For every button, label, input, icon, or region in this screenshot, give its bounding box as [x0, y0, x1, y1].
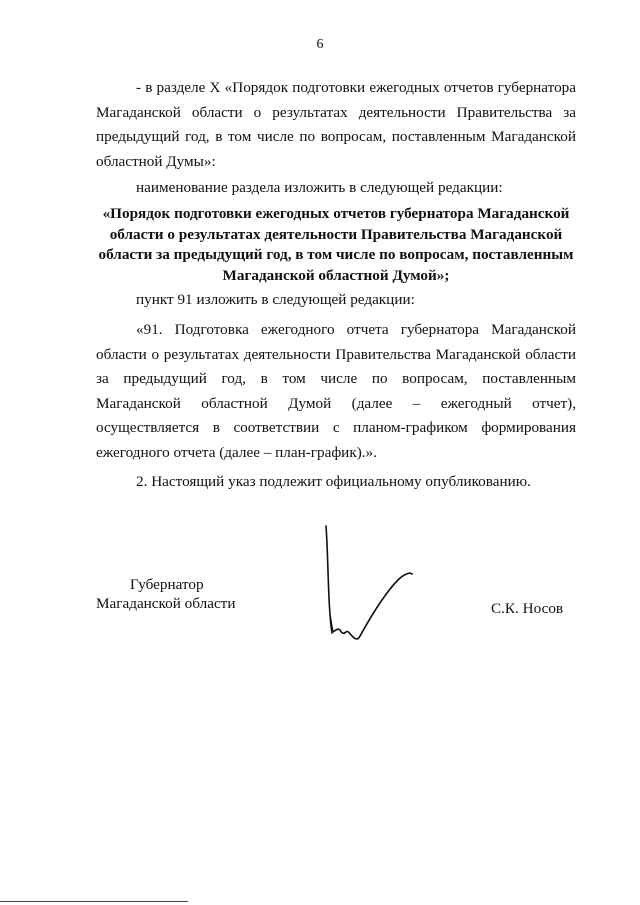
handwritten-signature [318, 522, 428, 652]
section-title-line: области за предыдущий год, в том числе по вопросам, поставленным [98, 246, 574, 263]
section-title-line: Магаданской областной Думой»; [222, 266, 450, 284]
signatory-position-line: Магаданской области [96, 595, 236, 612]
signatory-region [96, 594, 235, 613]
section-title-line: «Порядок подготовки ежегодных отчетов губернатора Магаданской [102, 205, 570, 222]
paragraph-item-91-text: «91. Подготовка ежегодного отчета губернатора Магаданской области о результатах деятельности Правительства Магаданской области за предыдущий год, в том числе по вопросам, поставленным Магаданской областной Думой (далее – ежегодный отчет), осуществляется в соответствии с планом-графиком формирования ежегодного отчета (далее – план-график).». [96, 321, 576, 461]
footer-divider [0, 901, 188, 902]
paragraph-publication: 2. Настоящий указ подлежит официальному опубликованию. [136, 473, 531, 490]
section-title-line: области о результатах деятельности Правительства Магаданской [109, 225, 563, 243]
signatory-name: С.К. Носов [491, 600, 564, 617]
paragraph-item-91-intro: пункт 91 изложить в следующей редакции: [136, 291, 415, 308]
paragraph-section-name-intro: наименование раздела изложить в следующей редакции: [136, 179, 503, 196]
page-number: 6 [316, 37, 324, 52]
signatory-position-line: Губернатор [130, 576, 204, 593]
signatory-position [130, 575, 204, 594]
section-title-new-wording [96, 204, 576, 286]
paragraph-section-x: - в разделе X «Порядок подготовки ежегодных отчетов губернатора Магаданской области о результатах деятельности Правительства за предыдущий год, в том числе по вопросам, поставленным Магаданской областной Думы»: [96, 79, 576, 170]
